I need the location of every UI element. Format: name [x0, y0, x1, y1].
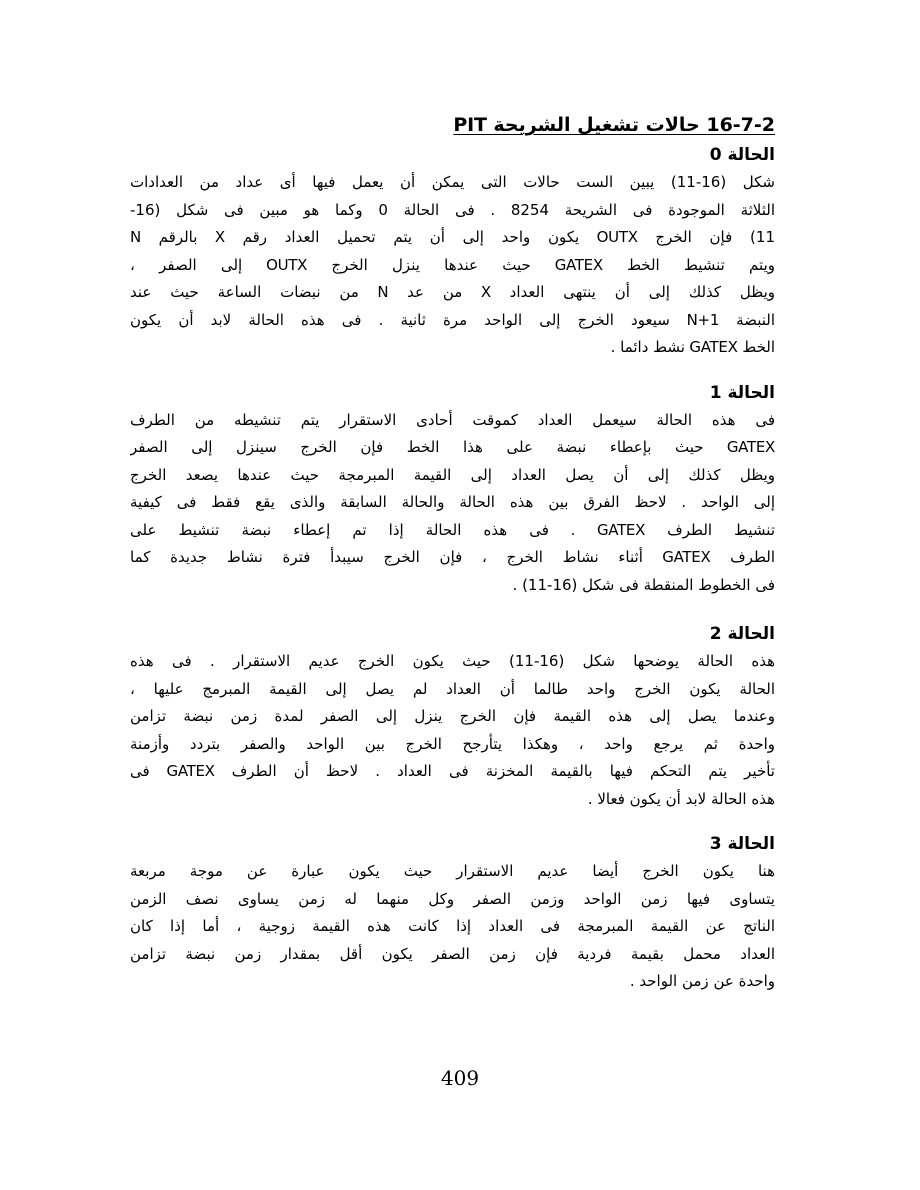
paragraph-line: ويتم تنشيط الخط GATEX حيث عندها ينزل الخرج OUTX إلى الصفر ،	[130, 255, 775, 274]
paragraph-line: الحالة يكون الخرج واحد طالما أن العداد لم يصل إلى القيمة المبرمج عليها ،	[130, 679, 775, 698]
section-title: 16-7-2 حالات تشغيل الشريحة PIT	[453, 114, 775, 136]
paragraph-line: 11) فإن الخرج OUTX يكون واحد إلى أن يتم تحميل العداد رقم X بالرقم N	[130, 228, 775, 246]
paragraph-line: تنشيط الطرف GATEX . فى هذه الحالة إذا تم إعطاء نبضة تنشيط على	[130, 520, 775, 539]
paragraph-line: واحدة عن زمن الواحد .	[629, 972, 775, 990]
case-3-heading: الحالة 3	[709, 834, 775, 854]
paragraph-line: العداد محمل بقيمة فردية فإن زمن الصفر يكون أقل بمقدار زمن نبضة تزامن	[130, 944, 775, 963]
paragraph-line: يتساوى فيها زمن الواحد وزمن الصفر وكل منهما له زمن يساوى نصف الزمن	[130, 889, 775, 908]
paragraph-line: هنا يكون الخرج أيضا عديم الاستقرار حيث يكون عبارة عن موجة مربعة	[130, 862, 775, 880]
document-body	[130, 112, 775, 1014]
case-2-heading: الحالة 2	[709, 624, 775, 644]
case-2-section	[130, 621, 775, 813]
paragraph-line: الناتج عن القيمة المبرمجة فى العداد إذا كانت هذه القيمة زوجية ، أما إذا كان	[130, 917, 775, 935]
case-0-section	[130, 142, 775, 362]
paragraph-line: هذه الحالة يوضحها شكل (16-11) حيث يكون الخرج عديم الاستقرار . فى هذه	[130, 652, 775, 670]
paragraph-line: تأخير يتم التحكم فيها بالقيمة المخزنة فى العداد . لاحظ أن الطرف GATEX فى	[130, 762, 775, 780]
case-1-section	[130, 380, 775, 600]
paragraph-line: هذه الحالة لابد أن يكون فعالا .	[587, 789, 775, 808]
paragraph-line: GATEX حيث بإعطاء نبضة على هذا الخط فإن الخرج سينزل إلى الصفر	[130, 438, 775, 456]
paragraph-line: شكل (16-11) يبين الست حالات التى يمكن أن يعمل فيها أى عداد من العدادات	[130, 173, 775, 191]
paragraph-line: ويظل كذلك إلى أن يصل العداد إلى القيمة المبرمجة حيث عندها يصعد الخرج	[130, 465, 775, 484]
paragraph-line: النبضة N+1 سيعود الخرج إلى الواحد مرة ثانية . فى هذه الحالة لابد أن يكون	[130, 310, 775, 329]
paragraph-line: الطرف GATEX أثناء نشاط الخرج ، فإن الخرج سيبدأ فترة نشاط جديدة كما	[130, 548, 775, 566]
paragraph-line: الثلاثة الموجودة فى الشريحة 8254 . فى الحالة 0 وكما هو مبين فى شكل (16-	[130, 200, 775, 219]
page-number: 409	[440, 1066, 480, 1090]
case-1-heading: الحالة 1	[709, 382, 775, 403]
paragraph-line: وعندما يصل إلى هذه القيمة فإن الخرج ينزل إلى الصفر لمدة زمن نبضة تزامن	[130, 707, 775, 725]
paragraph-line: الخط GATEX نشط دائما .	[610, 338, 775, 356]
paragraph-line: إلى الواحد . لاحظ الفرق بين هذه الحالة والحالة السابقة والذى يقع فقط فى كيفية	[130, 493, 775, 511]
case-0-heading: الحالة 0	[709, 145, 775, 165]
paragraph-line: واحدة ثم يرجع واحد ، وهكذا يتأرجح الخرج بين الواحد والصفر بتردد وأزمنة	[130, 734, 775, 753]
paragraph-line: فى الخطوط المنقطة فى شكل (16-11) .	[512, 575, 775, 594]
paragraph-line: ويظل كذلك إلى أن ينتهى العداد X من عد N من نبضات الساعة حيث عند	[130, 283, 775, 301]
paragraph-line: فى هذه الحالة سيعمل العداد كموقت أحادى الاستقرار يتم تنشيطه من الطرف	[130, 410, 775, 429]
case-3-section	[130, 831, 775, 996]
